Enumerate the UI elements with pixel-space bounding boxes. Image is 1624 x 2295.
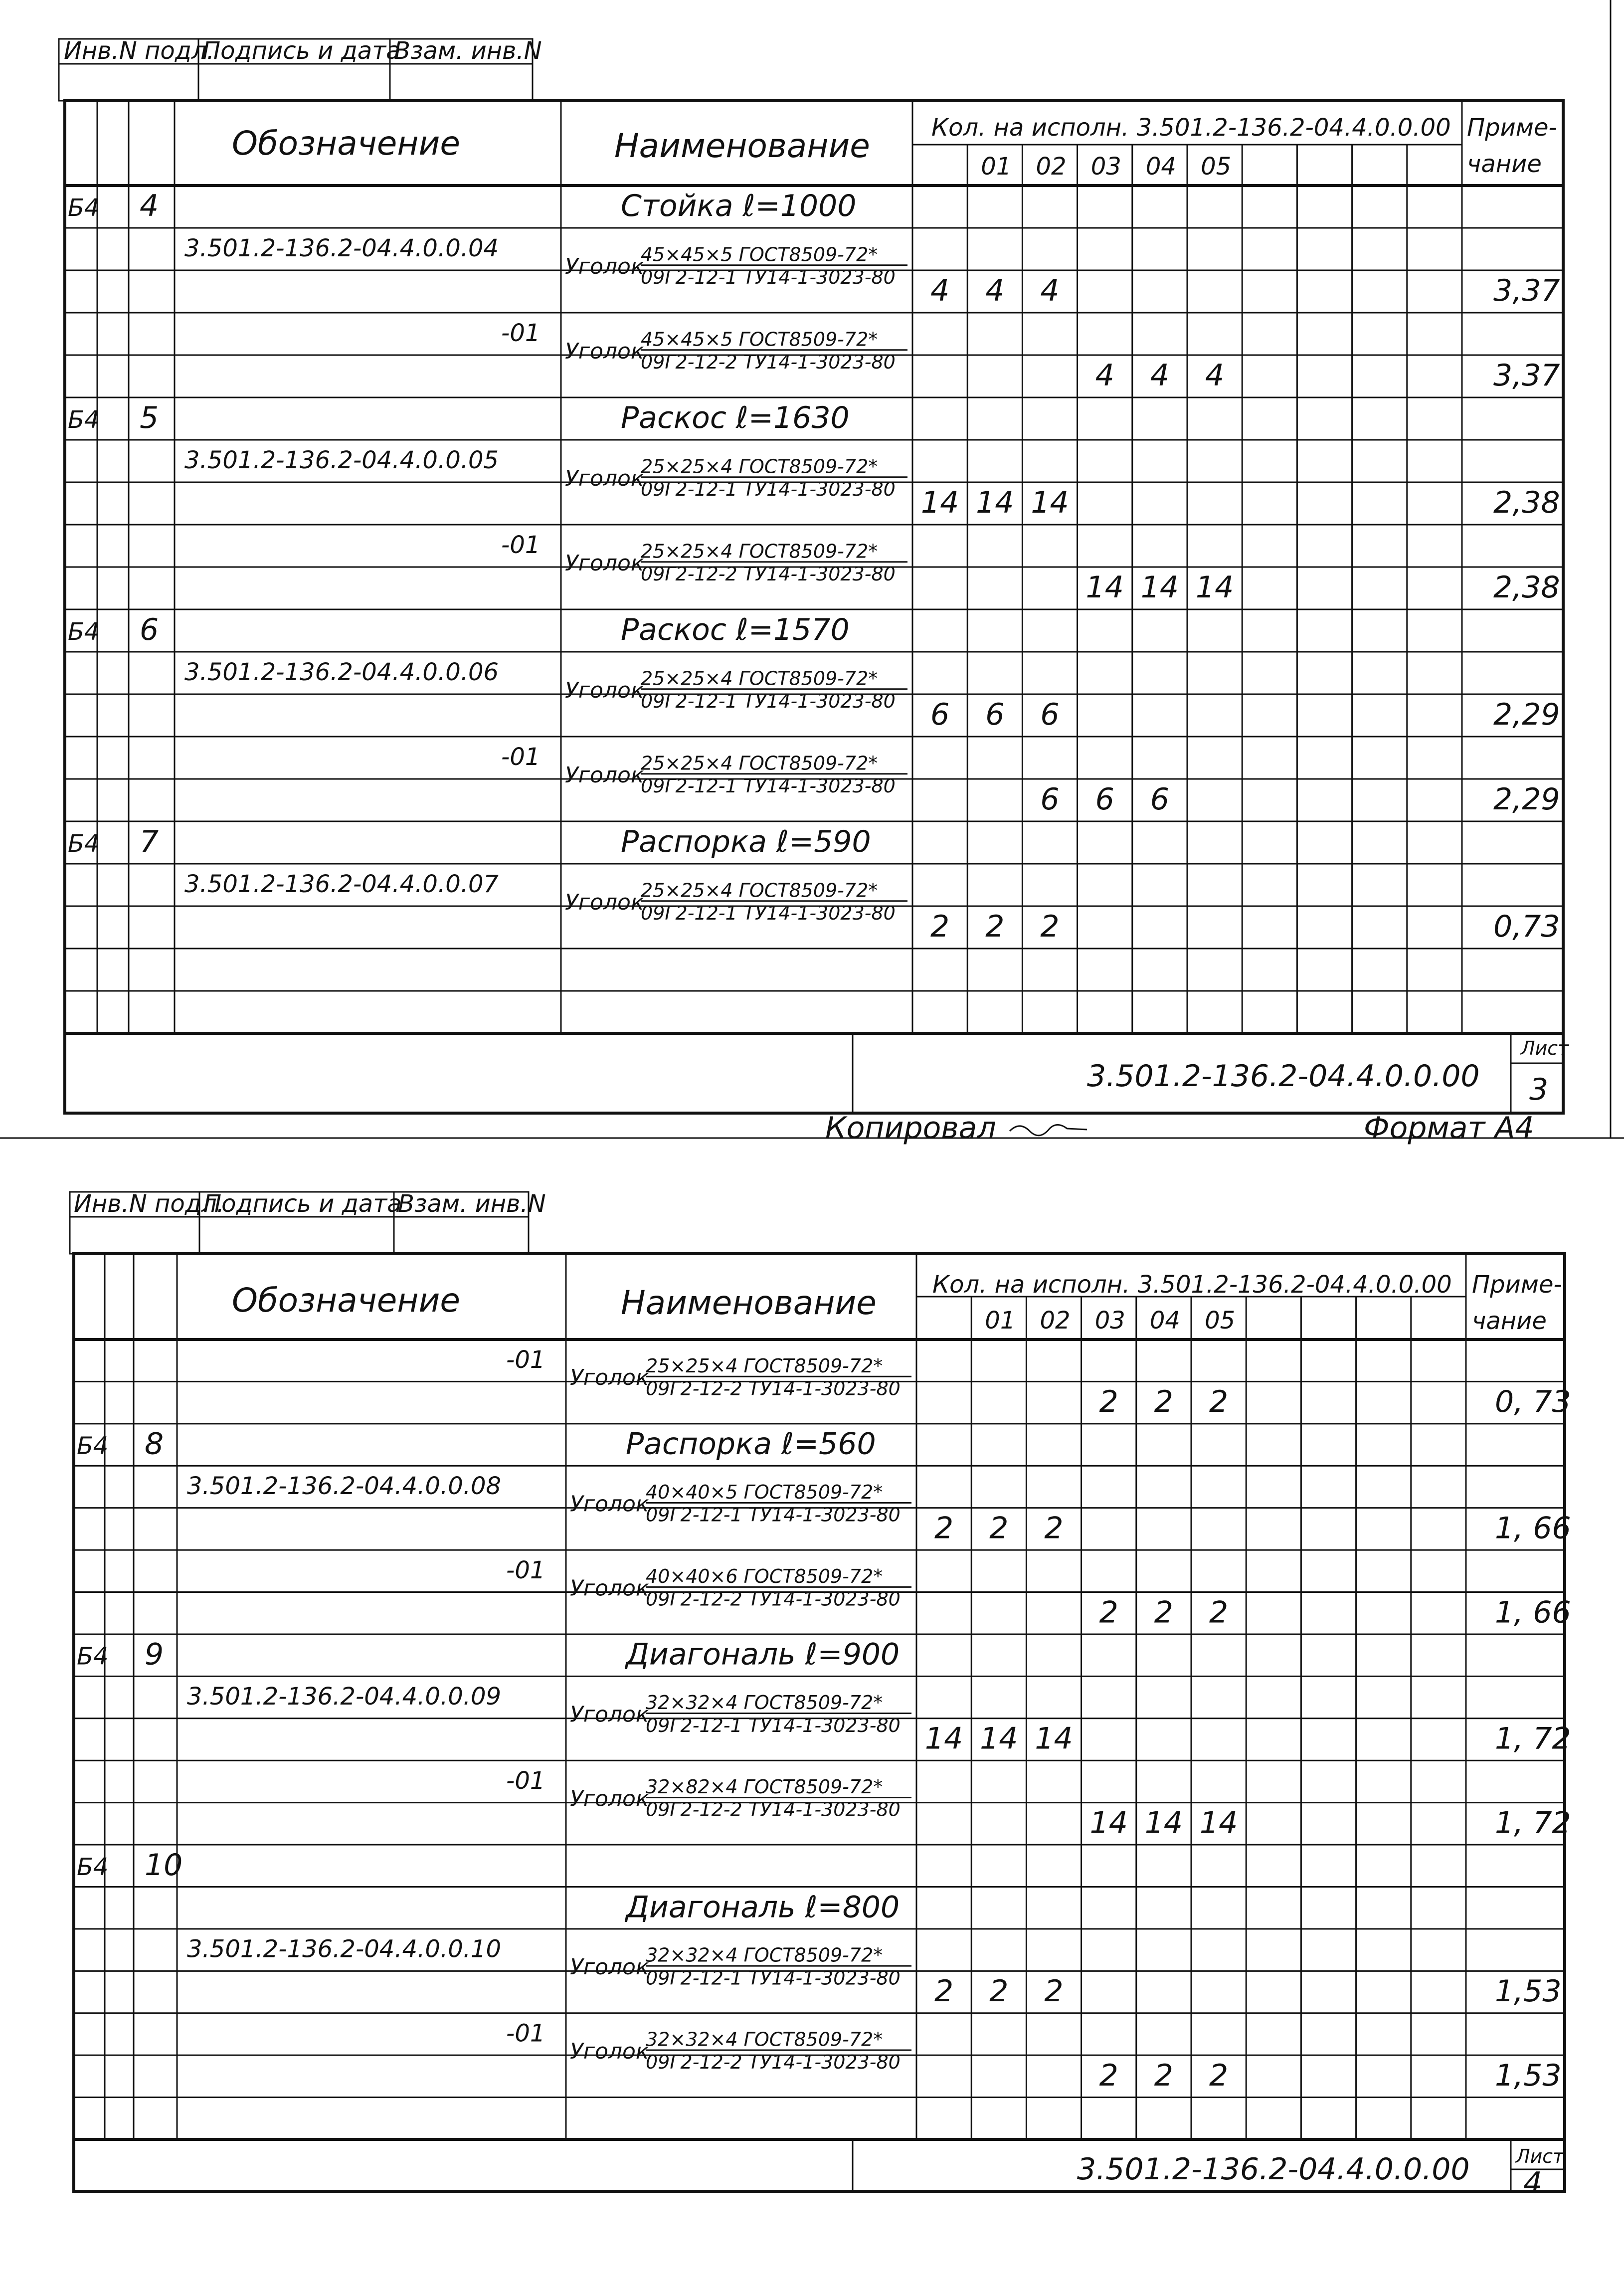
row-note: 2,29 xyxy=(1493,782,1560,817)
row-part-steel: 09Г2-12-1 ТУ14-1-3023-80 xyxy=(641,266,896,289)
row-note: 3,37 xyxy=(1493,358,1560,393)
row-note: 3,37 xyxy=(1493,273,1560,309)
row-format: Б4 xyxy=(68,194,100,222)
row-designation: 3.501.2-136.2-04.4.0.0.08 xyxy=(187,1472,502,1501)
row-part-steel: 09Г2-12-1 ТУ14-1-3023-80 xyxy=(646,1967,901,1989)
exec-label: 04 xyxy=(1145,153,1176,181)
stamp2-vzam: Взам. инв.N xyxy=(398,1190,546,1218)
row-format: Б4 xyxy=(68,406,100,434)
exec-label: 04 xyxy=(1149,1307,1180,1335)
row-qty: 4 xyxy=(1095,358,1114,393)
stamp-inv-podl: Инв.N подл. xyxy=(64,37,214,65)
row-position: 6 xyxy=(140,612,159,648)
row-part-profile: 25×25×4 ГОСТ8509-72* xyxy=(641,752,878,774)
sheet1-doc-code: 3.501.2-136.2-04.4.0.0.00 xyxy=(1087,1059,1480,1094)
sheet1-stamp xyxy=(59,37,542,101)
row-part-steel: 09Г2-12-2 ТУ14-1-3023-80 xyxy=(646,1377,901,1400)
row-qty: 2 xyxy=(1154,2058,1173,2093)
row-part-profile: 25×25×4 ГОСТ8509-72* xyxy=(641,667,878,690)
header2-prime: Приме- xyxy=(1472,1271,1562,1299)
row-naimenovanie: Раскос ℓ=1630 xyxy=(621,400,850,436)
row-note: 1, 72 xyxy=(1495,1805,1571,1841)
row-designation: -01 xyxy=(506,2019,545,2048)
row-designation: 3.501.2-136.2-04.4.0.0.09 xyxy=(187,1683,502,1711)
row-part-profile: 32×32×4 ГОСТ8509-72* xyxy=(646,1692,883,1714)
row-qty: 2 xyxy=(1154,1384,1173,1420)
exec-label: 05 xyxy=(1205,1307,1236,1335)
row-designation: -01 xyxy=(501,743,541,771)
row-designation: 3.501.2-136.2-04.4.0.0.10 xyxy=(187,1935,502,1963)
row-qty: 2 xyxy=(1209,2058,1229,2093)
row-part-type: Уголок xyxy=(565,762,644,788)
row-qty: 2 xyxy=(985,909,1005,945)
row-part-type: Уголок xyxy=(565,465,644,491)
row-part-steel: 09Г2-12-1 ТУ14-1-3023-80 xyxy=(646,1504,901,1526)
row-qty: 2 xyxy=(1099,1384,1118,1420)
row-qty: 14 xyxy=(976,485,1014,521)
row-qty: 14 xyxy=(1144,1805,1183,1841)
row-part-type: Уголок xyxy=(565,338,644,364)
row-part-steel: 09Г2-12-1 ТУ14-1-3023-80 xyxy=(641,902,896,925)
row-qty: 4 xyxy=(985,273,1005,309)
row-part-steel: 09Г2-12-1 ТУ14-1-3023-80 xyxy=(641,775,896,797)
row-qty: 2 xyxy=(1154,1595,1173,1630)
sheet1-list-label: Лист xyxy=(1521,1037,1569,1059)
row-qty: 6 xyxy=(1095,782,1114,817)
row-note: 0, 73 xyxy=(1495,1384,1571,1420)
signature-mark xyxy=(1010,1125,1087,1136)
row-part-type: Уголок xyxy=(565,253,644,279)
row-part-profile: 25×25×4 ГОСТ8509-72* xyxy=(646,1354,883,1377)
row-part-profile: 32×32×4 ГОСТ8509-72* xyxy=(646,1944,883,1966)
row-position: 10 xyxy=(145,1847,183,1883)
footer-kopiroval: Копировал xyxy=(825,1111,996,1146)
row-qty: 4 xyxy=(1150,358,1169,393)
row-part-steel: 09Г2-12-1 ТУ14-1-3023-80 xyxy=(641,690,896,713)
row-qty: 6 xyxy=(1040,782,1060,817)
row-part-type: Уголок xyxy=(570,1491,649,1517)
row-designation: -01 xyxy=(501,319,541,348)
row-designation: 3.501.2-136.2-04.4.0.0.04 xyxy=(184,234,499,263)
header-chanie: чание xyxy=(1467,150,1542,178)
row-part-profile: 32×82×4 ГОСТ8509-72* xyxy=(646,1776,883,1798)
row-part-steel: 09Г2-12-2 ТУ14-1-3023-80 xyxy=(641,351,896,374)
row-part-profile: 25×25×4 ГОСТ8509-72* xyxy=(641,879,878,902)
sheet2-list-no: 4 xyxy=(1523,2166,1543,2201)
row-note: 1,53 xyxy=(1495,2058,1562,2093)
row-part-type: Уголок xyxy=(570,1954,649,1980)
row-qty: 2 xyxy=(1209,1384,1229,1420)
row-qty: 14 xyxy=(924,1721,963,1756)
row-designation: -01 xyxy=(501,531,541,560)
row-note: 2,29 xyxy=(1493,697,1560,733)
stamp2-inv-podl: Инв.N подл. xyxy=(74,1190,224,1218)
row-qty: 2 xyxy=(1044,1974,1064,2009)
exec-label: 03 xyxy=(1090,153,1121,181)
row-part-profile: 45×45×5 ГОСТ8509-72* xyxy=(641,328,878,351)
row-qty: 14 xyxy=(1031,485,1069,521)
header2-kol-title: Кол. на исполн. 3.501.2-136.2-04.4.0.0.00 xyxy=(932,1271,1452,1299)
row-qty: 14 xyxy=(980,1721,1018,1756)
exec-label: 02 xyxy=(1040,1307,1071,1335)
row-part-steel: 09Г2-12-2 ТУ14-1-3023-80 xyxy=(646,2051,901,2074)
row-format: Б4 xyxy=(77,1642,109,1671)
row-qty: 2 xyxy=(989,1974,1009,2009)
row-naimenovanie: Диагональ ℓ=800 xyxy=(626,1890,900,1925)
row-part-steel: 09Г2-12-1 ТУ14-1-3023-80 xyxy=(646,1714,901,1736)
row-part-type: Уголок xyxy=(570,1786,649,1812)
row-naimenovanie: Распорка ℓ=590 xyxy=(621,824,871,860)
row-position: 9 xyxy=(145,1637,164,1672)
header-kol-title: Кол. на исполн. 3.501.2-136.2-04.4.0.0.00 xyxy=(931,114,1451,142)
row-format: Б4 xyxy=(68,618,100,646)
row-designation: 3.501.2-136.2-04.4.0.0.05 xyxy=(184,446,499,475)
row-naimenovanie: Распорка ℓ=560 xyxy=(626,1426,876,1462)
row-qty: 2 xyxy=(989,1511,1009,1546)
row-qty: 14 xyxy=(1140,570,1179,605)
row-qty: 2 xyxy=(1040,909,1060,945)
footer-format: Формат А4 xyxy=(1364,1111,1534,1146)
row-position: 7 xyxy=(140,824,159,860)
stamp-podpis: Подпись и дата xyxy=(202,37,401,65)
row-part-steel: 09Г2-12-2 ТУ14-1-3023-80 xyxy=(646,1798,901,1821)
row-format: Б4 xyxy=(68,830,100,858)
row-part-type: Уголок xyxy=(565,889,644,915)
row-designation: -01 xyxy=(506,1556,545,1584)
row-qty: 14 xyxy=(1195,570,1234,605)
sheet1-list-no: 3 xyxy=(1529,1072,1549,1107)
row-part-type: Уголок xyxy=(570,2038,649,2064)
row-designation: -01 xyxy=(506,1766,545,1795)
row-qty: 2 xyxy=(1099,1595,1118,1630)
row-qty: 2 xyxy=(1209,1595,1229,1630)
row-qty: 4 xyxy=(1040,273,1060,309)
exec-label: 03 xyxy=(1094,1307,1125,1335)
header-prime: Приме- xyxy=(1467,114,1557,142)
row-qty: 2 xyxy=(934,1974,954,2009)
row-qty: 14 xyxy=(1035,1721,1073,1756)
row-part-steel: 09Г2-12-2 ТУ14-1-3023-80 xyxy=(641,563,896,585)
row-part-type: Уголок xyxy=(570,1365,649,1391)
row-note: 0,73 xyxy=(1493,909,1560,945)
header-naimenovanie: Наименование xyxy=(614,127,870,165)
row-part-steel: 09Г2-12-2 ТУ14-1-3023-80 xyxy=(646,1588,901,1610)
sheet2-table xyxy=(74,1254,1571,2201)
row-part-profile: 32×32×4 ГОСТ8509-72* xyxy=(646,2028,883,2051)
header2-naimenovanie: Наименование xyxy=(621,1284,877,1322)
row-note: 2,38 xyxy=(1493,570,1560,605)
row-qty: 6 xyxy=(1150,782,1169,817)
row-qty: 14 xyxy=(1199,1805,1238,1841)
row-qty: 6 xyxy=(985,697,1005,733)
row-qty: 6 xyxy=(1040,697,1060,733)
exec-label: 05 xyxy=(1201,153,1232,181)
row-qty: 4 xyxy=(1205,358,1225,393)
stamp2-podpis: Подпись и дата xyxy=(203,1190,402,1218)
row-position: 8 xyxy=(145,1426,164,1462)
header2-oboznachenie: Обозначение xyxy=(232,1281,460,1320)
row-part-steel: 09Г2-12-1 ТУ14-1-3023-80 xyxy=(641,478,896,501)
row-part-profile: 25×25×4 ГОСТ8509-72* xyxy=(641,540,878,563)
row-naimenovanie: Стойка ℓ=1000 xyxy=(621,189,857,224)
row-part-type: Уголок xyxy=(565,550,644,576)
row-naimenovanie: Раскос ℓ=1570 xyxy=(621,612,850,648)
exec-label: 02 xyxy=(1036,153,1067,181)
sheet1-table xyxy=(65,101,1570,1113)
sheet2-doc-code: 3.501.2-136.2-04.4.0.0.00 xyxy=(1077,2152,1470,2187)
exec-label: 01 xyxy=(981,153,1012,181)
row-qty: 2 xyxy=(1099,2058,1118,2093)
sheet2-list-label: Лист xyxy=(1516,2145,1564,2167)
row-note: 1, 66 xyxy=(1495,1595,1571,1630)
row-note: 1, 72 xyxy=(1495,1721,1571,1756)
row-note: 1,53 xyxy=(1495,1974,1562,2009)
row-position: 5 xyxy=(140,400,159,436)
row-designation: 3.501.2-136.2-04.4.0.0.06 xyxy=(184,658,499,687)
row-format: Б4 xyxy=(77,1432,109,1460)
row-format: Б4 xyxy=(77,1853,109,1881)
row-part-profile: 40×40×6 ГОСТ8509-72* xyxy=(646,1565,883,1587)
row-qty: 2 xyxy=(934,1511,954,1546)
sheet2-stamp xyxy=(70,1190,546,1254)
row-note: 2,38 xyxy=(1493,485,1560,521)
row-qty: 14 xyxy=(1085,570,1124,605)
row-part-profile: 25×25×4 ГОСТ8509-72* xyxy=(641,455,878,478)
row-qty: 2 xyxy=(930,909,950,945)
header-oboznachenie: Обозначение xyxy=(232,124,460,163)
row-position: 4 xyxy=(140,189,159,224)
stamp-vzam: Взам. инв.N xyxy=(394,37,542,65)
row-qty: 14 xyxy=(1089,1805,1128,1841)
row-qty: 2 xyxy=(1044,1511,1064,1546)
row-designation: -01 xyxy=(506,1345,545,1374)
row-qty: 6 xyxy=(930,697,950,733)
row-part-profile: 40×40×5 ГОСТ8509-72* xyxy=(646,1481,883,1504)
header2-chanie: чание xyxy=(1472,1307,1547,1335)
row-qty: 14 xyxy=(920,485,959,521)
exec-label: 01 xyxy=(985,1307,1016,1335)
row-naimenovanie: Диагональ ℓ=900 xyxy=(626,1637,900,1672)
row-designation: 3.501.2-136.2-04.4.0.0.07 xyxy=(184,870,499,899)
row-part-type: Уголок xyxy=(570,1702,649,1727)
row-note: 1, 66 xyxy=(1495,1511,1571,1546)
row-qty: 4 xyxy=(930,273,950,309)
row-part-type: Уголок xyxy=(565,677,644,703)
row-part-type: Уголок xyxy=(570,1575,649,1601)
row-part-profile: 45×45×5 ГОСТ8509-72* xyxy=(641,243,878,266)
